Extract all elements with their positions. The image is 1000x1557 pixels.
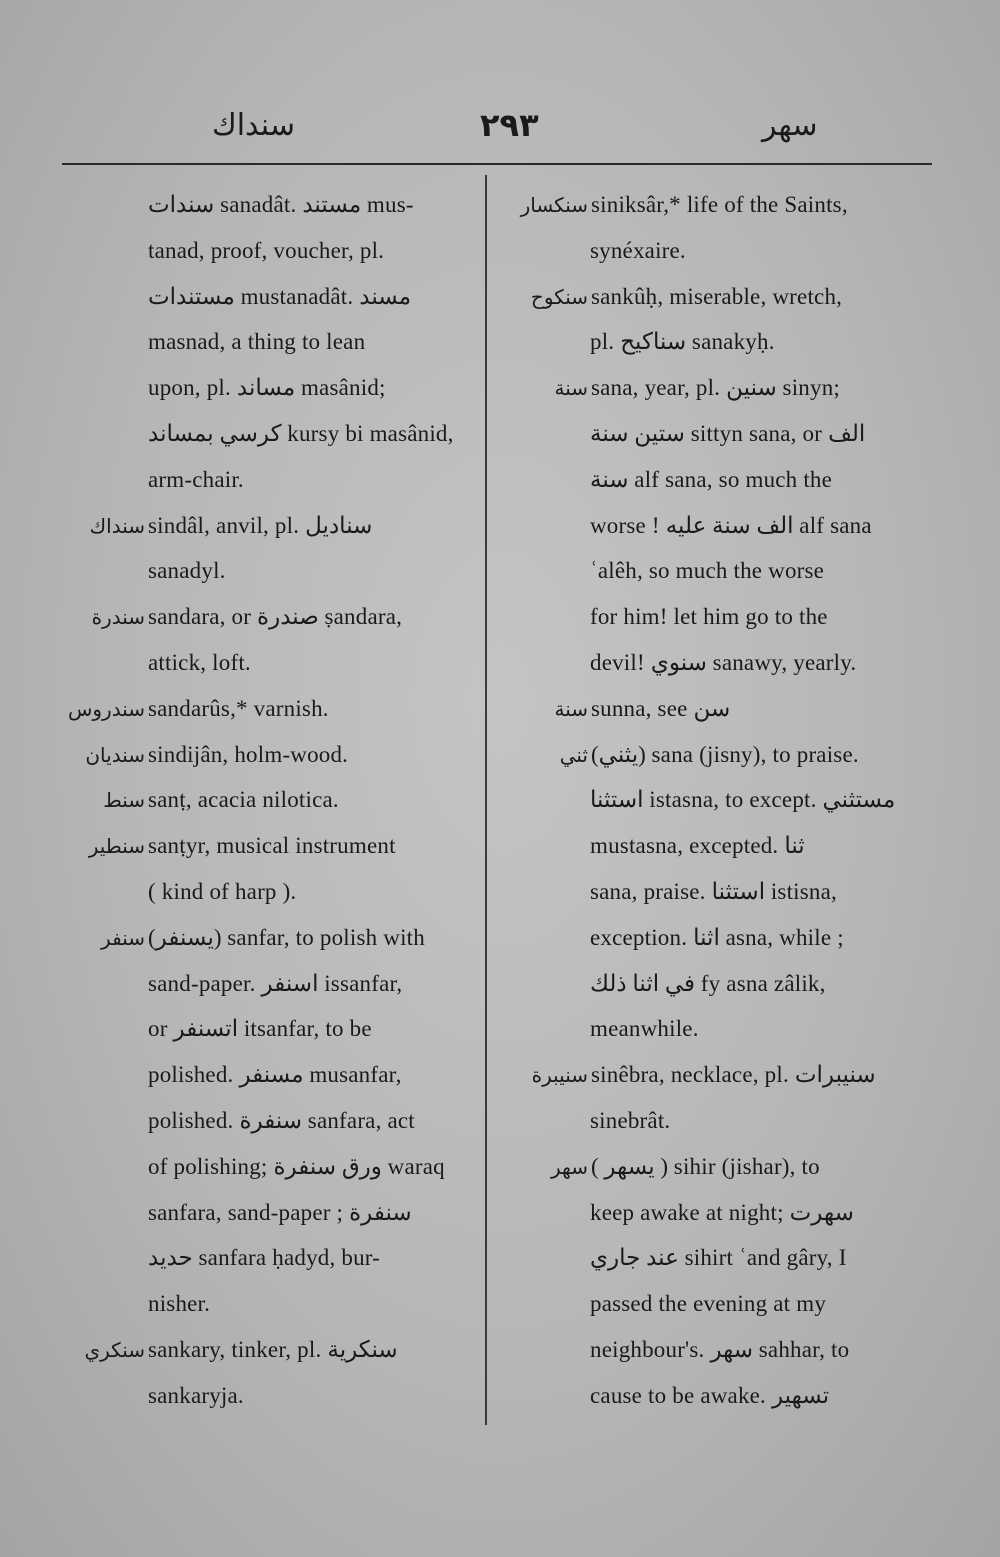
entry-text: siniksâr,* life of the Saints, bbox=[591, 192, 848, 217]
page-number: ٢٩٣ bbox=[480, 106, 539, 144]
entry-continuation-line bbox=[40, 1144, 485, 1190]
entry-continuation-line bbox=[510, 319, 930, 365]
entry-text: sankaryja. bbox=[148, 1382, 244, 1408]
headword: سندروس bbox=[67, 696, 145, 721]
entry-continuation-line bbox=[40, 365, 485, 411]
entry-text: nisher. bbox=[148, 1291, 211, 1317]
running-head-left: سنداك bbox=[212, 108, 295, 143]
headword: سنكري bbox=[84, 1337, 145, 1362]
entry-headword-line bbox=[40, 1327, 485, 1373]
entry-continuation-line bbox=[40, 411, 485, 457]
entry-text: pl. سناكيح sanakyḥ. bbox=[590, 329, 775, 355]
entry-text: مستندات mustanadât. مسند bbox=[148, 283, 412, 309]
left-column bbox=[40, 182, 485, 1419]
entry-text: worse ! الف سنة عليه alf sana bbox=[590, 512, 872, 538]
entry-continuation-line bbox=[510, 457, 930, 503]
entry-text: passed the evening at my bbox=[590, 1291, 827, 1317]
headword: سنديان bbox=[85, 742, 145, 767]
entry-text: كرسي بمساند kursy bi masânid, bbox=[148, 420, 454, 446]
entry-continuation-line bbox=[510, 640, 930, 686]
entry-continuation-line bbox=[510, 1373, 930, 1419]
entry-continuation-line bbox=[510, 1281, 930, 1327]
entry-text: meanwhile. bbox=[590, 1016, 699, 1042]
entry-headword-line bbox=[40, 503, 485, 549]
headword: سنطير bbox=[88, 834, 145, 859]
entry-text: عند جاري sihirt ʿand gâry, I bbox=[590, 1245, 847, 1271]
entry-text: (يثني) sana (jisny), to praise. bbox=[591, 741, 859, 767]
entry-text: attick, loft. bbox=[148, 649, 251, 675]
entry-continuation-line bbox=[40, 869, 485, 915]
entry-headword-line bbox=[40, 777, 485, 823]
column-divider bbox=[485, 175, 487, 1425]
entry-text: sankary, tinker, pl. سنكرية bbox=[148, 1336, 398, 1362]
entry-continuation-line bbox=[40, 1098, 485, 1144]
headword: سنيبرة bbox=[531, 1063, 588, 1088]
entry-text: mustasna, excepted. ثنا bbox=[590, 833, 805, 859]
entry-text: sandara, or صندرة ṣandara, bbox=[148, 604, 403, 630]
headword: سنداك bbox=[89, 513, 145, 538]
entry-continuation-line bbox=[40, 1006, 485, 1052]
headword: سنة bbox=[554, 376, 588, 401]
entry-text: arm-chair. bbox=[148, 466, 244, 492]
entry-text: sindâl, anvil, pl. سناديل bbox=[148, 512, 373, 538]
entry-text: masnad, a thing to lean bbox=[148, 329, 366, 355]
entry-headword-line bbox=[40, 594, 485, 640]
headword: سنكسار bbox=[520, 193, 588, 217]
running-head bbox=[62, 100, 932, 160]
entry-continuation-line bbox=[510, 1327, 930, 1373]
entry-continuation-line bbox=[40, 1052, 485, 1098]
entry-headword-line bbox=[510, 1052, 930, 1098]
entry-headword-line bbox=[510, 274, 930, 320]
entry-text: ʿalêh, so much the worse bbox=[590, 558, 825, 584]
entry-text: exception. اثنا asna, while ; bbox=[590, 924, 844, 950]
entry-text: tanad, proof, voucher, pl. bbox=[148, 237, 385, 263]
entry-continuation-line bbox=[40, 1373, 485, 1419]
headword: ثني bbox=[559, 742, 588, 767]
entry-continuation-line bbox=[510, 1190, 930, 1236]
entry-continuation-line bbox=[510, 411, 930, 457]
entry-text: استثنا istasna, to except. مستثني bbox=[590, 787, 896, 813]
headword: سندرة bbox=[91, 605, 145, 630]
entry-text: cause to be awake. تسهير bbox=[590, 1382, 830, 1408]
entry-headword-line bbox=[40, 686, 485, 732]
entry-text: sindijân, holm-wood. bbox=[148, 741, 349, 767]
entry-text: sinêbra, necklace, pl. سنيبرات bbox=[591, 1062, 876, 1088]
entry-text: ( kind of harp ). bbox=[148, 878, 297, 904]
entry-text: (يسنفر) sanfar, to polish with bbox=[148, 924, 425, 950]
entry-text: ستين سنة sittyn sana, or الف bbox=[590, 420, 866, 446]
entry-text: sunna, see سن bbox=[591, 695, 731, 721]
headword: سهر bbox=[550, 1154, 588, 1179]
entry-text: sanadyl. bbox=[148, 558, 226, 584]
entry-continuation-line bbox=[40, 1281, 485, 1327]
entry-continuation-line bbox=[510, 777, 930, 823]
headword: سنفر bbox=[101, 925, 145, 950]
headword: سنكوح bbox=[530, 284, 588, 309]
entry-continuation-line bbox=[40, 319, 485, 365]
entry-text: sinebrât. bbox=[590, 1107, 671, 1133]
entry-text: سندات sanadât. مستند mus- bbox=[148, 192, 414, 217]
headword: سنط bbox=[103, 788, 145, 813]
entry-text: sanfara, sand-paper ; سنفرة bbox=[148, 1199, 412, 1225]
entry-headword-line bbox=[510, 732, 930, 778]
header-rule bbox=[62, 163, 932, 165]
entry-continuation-line bbox=[510, 1006, 930, 1052]
entry-continuation-line bbox=[40, 182, 485, 228]
entry-headword-line bbox=[510, 365, 930, 411]
entry-continuation-line bbox=[40, 1190, 485, 1236]
entry-text: or اتسنفر itsanfar, to be bbox=[148, 1016, 372, 1042]
entry-continuation-line bbox=[510, 1098, 930, 1144]
entry-text: في اثنا ذلك fy asna zâlik, bbox=[590, 970, 826, 996]
entry-text: حديد sanfara ḥadyd, bur- bbox=[148, 1245, 381, 1271]
entry-text: sana, praise. استثنا istisna, bbox=[590, 878, 837, 904]
entry-text: ( يسهر ) sihir (jishar), to bbox=[591, 1153, 820, 1179]
headword: سنة bbox=[554, 696, 588, 721]
entry-text: synéxaire. bbox=[590, 237, 686, 263]
entry-text: sand-paper. اسنفر issanfar, bbox=[148, 970, 403, 996]
entry-continuation-line bbox=[40, 228, 485, 274]
entry-text: sanṭyr, musical instrument bbox=[148, 833, 396, 859]
entry-text: devil! سنوي sanawy, yearly. bbox=[590, 649, 857, 675]
running-head-right: سهر bbox=[762, 108, 818, 143]
entry-headword-line bbox=[510, 182, 930, 228]
entry-continuation-line bbox=[40, 640, 485, 686]
entry-text: sankûḥ, miserable, wretch, bbox=[591, 283, 843, 309]
entry-text: polished. مسنفر musanfar, bbox=[148, 1062, 402, 1088]
entry-continuation-line bbox=[40, 961, 485, 1007]
entry-headword-line bbox=[40, 823, 485, 869]
entry-continuation-line bbox=[510, 228, 930, 274]
entry-text: for him! let him go to the bbox=[590, 604, 828, 630]
right-column bbox=[510, 182, 930, 1419]
entry-headword-line bbox=[40, 915, 485, 961]
entry-continuation-line bbox=[510, 915, 930, 961]
entry-continuation-line bbox=[40, 1235, 485, 1281]
entry-text: neighbour's. سهر sahhar, to bbox=[590, 1336, 850, 1362]
entry-text: keep awake at night; سهرت bbox=[590, 1199, 854, 1225]
entry-headword-line bbox=[510, 1144, 930, 1190]
entry-continuation-line bbox=[40, 274, 485, 320]
entry-text: of polishing; ورق سنفرة waraq bbox=[148, 1153, 445, 1179]
entry-continuation-line bbox=[510, 961, 930, 1007]
entry-continuation-line bbox=[40, 548, 485, 594]
entry-continuation-line bbox=[510, 503, 930, 549]
entry-text: polished. سنفرة sanfara, act bbox=[148, 1107, 415, 1133]
entry-text: سنة alf sana, so much the bbox=[590, 466, 833, 492]
entry-continuation-line bbox=[510, 548, 930, 594]
entry-continuation-line bbox=[510, 823, 930, 869]
entry-headword-line bbox=[40, 732, 485, 778]
entry-continuation-line bbox=[510, 1235, 930, 1281]
entry-headword-line bbox=[510, 686, 930, 732]
entry-continuation-line bbox=[40, 457, 485, 503]
entry-text: upon, pl. مساند masânid; bbox=[148, 375, 386, 401]
entry-text: sanṭ, acacia nilotica. bbox=[148, 787, 339, 813]
entry-text: sandarûs,* varnish. bbox=[148, 695, 329, 721]
entry-continuation-line bbox=[510, 869, 930, 915]
entry-continuation-line bbox=[510, 594, 930, 640]
entry-text: sana, year, pl. سنين sinyn; bbox=[591, 375, 840, 401]
